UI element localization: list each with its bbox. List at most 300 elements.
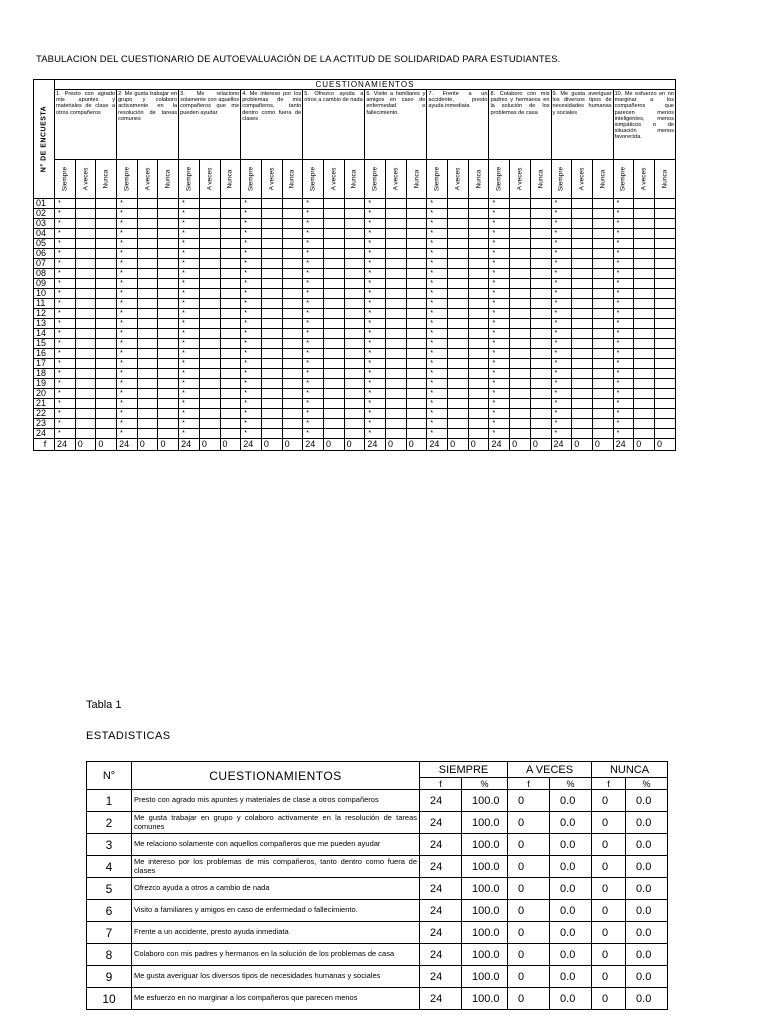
response-cell [468, 329, 489, 339]
response-cell [634, 359, 655, 369]
response-cell: * [55, 299, 76, 309]
response-cell: * [613, 289, 634, 299]
response-cell: * [551, 359, 572, 369]
stats-question-text: Me gusta trabajar en grupo y colaboro activamente en la resolución de tareas comunes [132, 812, 420, 834]
response-cell [137, 399, 158, 409]
table-row [87, 922, 668, 944]
response-cell: * [303, 199, 324, 209]
table-row [34, 309, 676, 319]
response-cell [530, 269, 551, 279]
response-cell [572, 349, 593, 359]
response-cell [137, 369, 158, 379]
stats-percentage: 0.0 [550, 900, 592, 922]
response-cell [282, 399, 303, 409]
response-cell [282, 289, 303, 299]
total-value: 24 [613, 439, 634, 451]
response-cell: * [303, 339, 324, 349]
response-cell [137, 379, 158, 389]
response-cell [448, 349, 469, 359]
table-row [87, 790, 668, 812]
response-cell: * [117, 249, 138, 259]
total-value: 0 [654, 439, 675, 451]
response-cell: * [303, 299, 324, 309]
response-cell: * [55, 419, 76, 429]
response-option-label: A veces [516, 167, 524, 191]
response-cell: * [427, 309, 448, 319]
response-cell [386, 219, 407, 229]
response-cell: * [427, 289, 448, 299]
response-cell [634, 259, 655, 269]
table-row [34, 289, 676, 299]
response-cell [220, 279, 241, 289]
response-cell: * [551, 419, 572, 429]
response-cell [386, 259, 407, 269]
response-cell: * [179, 279, 200, 289]
stats-frequency: 24 [420, 900, 462, 922]
response-option-header [323, 160, 344, 199]
response-cell: * [55, 369, 76, 379]
response-cell [220, 309, 241, 319]
response-cell [344, 309, 365, 319]
response-cell [75, 299, 96, 309]
question-header-4: 4. Me intereso por los problemas de mis compañeros, tanto dentro como fuera de clases [241, 90, 303, 160]
stats-percentage: 0.0 [626, 988, 668, 1010]
response-cell: * [241, 319, 262, 329]
response-cell: * [489, 239, 510, 249]
response-cell [468, 349, 489, 359]
table-row [34, 399, 676, 409]
response-cell [323, 399, 344, 409]
response-cell: * [613, 249, 634, 259]
response-cell [592, 339, 613, 349]
response-cell [386, 309, 407, 319]
stats-pct-header: % [462, 778, 508, 790]
table-row [34, 229, 676, 239]
total-value: 0 [158, 439, 179, 451]
stats-frequency: 0 [508, 812, 550, 834]
response-cell: * [365, 349, 386, 359]
response-cell: * [427, 219, 448, 229]
response-option-header [406, 160, 427, 199]
response-cell [654, 309, 675, 319]
response-cell [96, 249, 117, 259]
response-cell: * [55, 249, 76, 259]
response-cell [406, 259, 427, 269]
total-value: 24 [117, 439, 138, 451]
stats-percentage: 0.0 [550, 790, 592, 812]
survey-number: 13 [34, 319, 55, 329]
response-cell: * [117, 339, 138, 349]
survey-number: 14 [34, 329, 55, 339]
response-cell: * [427, 379, 448, 389]
survey-number-label: N° DE ENCUESTA [40, 105, 48, 173]
response-cell: * [613, 329, 634, 339]
response-cell [634, 199, 655, 209]
response-cell: * [241, 239, 262, 249]
response-cell: * [55, 399, 76, 409]
response-cell [386, 419, 407, 429]
response-cell: * [55, 389, 76, 399]
response-cell [530, 299, 551, 309]
response-cell [572, 369, 593, 379]
total-value: 24 [365, 439, 386, 451]
response-cell: * [489, 299, 510, 309]
response-cell [344, 369, 365, 379]
response-cell [406, 429, 427, 439]
response-cell [530, 249, 551, 259]
response-cell [199, 199, 220, 209]
response-cell: * [179, 329, 200, 339]
response-cell [386, 399, 407, 409]
total-value: 24 [489, 439, 510, 451]
response-cell [199, 419, 220, 429]
response-cell [468, 419, 489, 429]
response-cell [510, 349, 531, 359]
response-cell [220, 249, 241, 259]
survey-number: 19 [34, 379, 55, 389]
response-option-label: A veces [330, 167, 338, 191]
response-cell: * [489, 349, 510, 359]
response-cell: * [55, 379, 76, 389]
response-cell [137, 199, 158, 209]
total-value: 0 [572, 439, 593, 451]
response-cell [344, 389, 365, 399]
response-cell [448, 219, 469, 229]
response-cell: * [489, 229, 510, 239]
response-cell: * [55, 309, 76, 319]
response-cell [137, 319, 158, 329]
response-cell [448, 209, 469, 219]
response-cell [530, 369, 551, 379]
response-cell [220, 429, 241, 439]
response-cell [572, 429, 593, 439]
response-cell: * [179, 219, 200, 229]
response-cell [261, 279, 282, 289]
response-cell: * [241, 299, 262, 309]
response-cell [323, 199, 344, 209]
response-cell: * [241, 419, 262, 429]
response-cell: * [365, 339, 386, 349]
stats-row-number: 2 [87, 812, 132, 834]
total-value: 0 [592, 439, 613, 451]
response-cell: * [427, 239, 448, 249]
response-cell: * [489, 389, 510, 399]
response-cell [96, 359, 117, 369]
response-cell: * [117, 359, 138, 369]
response-cell [220, 399, 241, 409]
table-row [34, 349, 676, 359]
stats-frequency: 0 [592, 944, 626, 966]
response-cell [386, 289, 407, 299]
response-option-header [117, 160, 138, 199]
response-cell [386, 269, 407, 279]
stats-frequency: 0 [508, 988, 550, 1010]
survey-number: 02 [34, 209, 55, 219]
stats-percentage: 0.0 [626, 966, 668, 988]
response-cell: * [241, 359, 262, 369]
response-cell [386, 429, 407, 439]
response-cell [406, 219, 427, 229]
response-cell [158, 239, 179, 249]
response-cell: * [427, 259, 448, 269]
response-cell [592, 389, 613, 399]
response-cell [220, 219, 241, 229]
response-cell [75, 219, 96, 229]
response-cell [448, 329, 469, 339]
response-cell: * [303, 249, 324, 259]
response-cell [386, 229, 407, 239]
stats-percentage: 0.0 [550, 922, 592, 944]
response-cell: * [55, 429, 76, 439]
response-option-header [199, 160, 220, 199]
response-cell: * [179, 399, 200, 409]
response-cell [530, 289, 551, 299]
response-cell [96, 299, 117, 309]
response-cell [199, 219, 220, 229]
response-cell: * [427, 339, 448, 349]
total-value: 0 [344, 439, 365, 451]
response-cell: * [117, 329, 138, 339]
response-cell [158, 359, 179, 369]
response-cell [510, 249, 531, 259]
response-cell [199, 309, 220, 319]
response-cell [344, 409, 365, 419]
stats-percentage: 0.0 [550, 856, 592, 878]
response-cell: * [55, 349, 76, 359]
response-cell: * [365, 429, 386, 439]
stats-question-text: Colaboro con mis padres y hermanos en la solución de los problemas de casa [132, 944, 420, 966]
response-cell [530, 259, 551, 269]
response-cell: * [179, 369, 200, 379]
response-cell [448, 429, 469, 439]
response-cell [199, 209, 220, 219]
response-option-label: Siempre [247, 166, 255, 192]
stats-percentage: 100.0 [462, 988, 508, 1010]
stats-frequency: 0 [592, 966, 626, 988]
response-cell [406, 399, 427, 409]
response-cell [158, 369, 179, 379]
response-cell [592, 259, 613, 269]
response-cell: * [55, 259, 76, 269]
response-cell [137, 329, 158, 339]
response-cell [406, 409, 427, 419]
response-option-label: Nunca [475, 169, 483, 189]
response-cell: * [489, 339, 510, 349]
response-cell [220, 349, 241, 359]
response-cell [282, 299, 303, 309]
response-cell [634, 299, 655, 309]
response-cell [282, 389, 303, 399]
response-cell [323, 299, 344, 309]
table-caption: Tabla 1 [86, 699, 122, 711]
response-cell [261, 219, 282, 229]
response-cell [510, 229, 531, 239]
response-cell [96, 279, 117, 289]
response-cell [75, 389, 96, 399]
survey-number: 11 [34, 299, 55, 309]
response-cell [261, 379, 282, 389]
response-cell [468, 259, 489, 269]
table-row [34, 259, 676, 269]
response-cell [510, 299, 531, 309]
response-cell [592, 359, 613, 369]
response-cell [530, 359, 551, 369]
response-cell: * [55, 219, 76, 229]
response-cell [137, 299, 158, 309]
response-cell: * [303, 219, 324, 229]
response-cell [96, 259, 117, 269]
response-cell: * [303, 409, 324, 419]
response-cell [344, 209, 365, 219]
question-header-9: 9. Me gusta averiguar los diversos tipos de necesidades humanas y sociales [551, 90, 613, 160]
response-cell [468, 339, 489, 349]
response-cell [137, 209, 158, 219]
response-cell: * [427, 249, 448, 259]
stats-frequency: 0 [592, 856, 626, 878]
table-row [34, 249, 676, 259]
response-cell [572, 309, 593, 319]
response-cell [75, 359, 96, 369]
response-cell: * [613, 349, 634, 359]
response-cell [344, 399, 365, 409]
response-cell [386, 389, 407, 399]
response-cell [468, 239, 489, 249]
response-cell: * [117, 349, 138, 359]
response-cell [406, 199, 427, 209]
response-cell [634, 249, 655, 259]
response-cell: * [489, 289, 510, 299]
response-option-label: Nunca [599, 169, 607, 189]
response-cell [282, 259, 303, 269]
response-cell: * [551, 329, 572, 339]
stats-frequency: 0 [508, 878, 550, 900]
response-cell [634, 279, 655, 289]
response-cell [137, 349, 158, 359]
response-cell [220, 359, 241, 369]
response-cell: * [179, 239, 200, 249]
response-cell [448, 289, 469, 299]
response-cell [261, 359, 282, 369]
response-cell [386, 359, 407, 369]
response-cell [654, 339, 675, 349]
response-cell [199, 339, 220, 349]
response-cell [282, 419, 303, 429]
response-option-label: Siempre [61, 166, 69, 192]
response-cell [220, 209, 241, 219]
response-cell: * [55, 329, 76, 339]
total-value: 0 [530, 439, 551, 451]
total-value: 0 [468, 439, 489, 451]
table-row [87, 900, 668, 922]
response-cell [96, 239, 117, 249]
response-cell: * [55, 319, 76, 329]
response-cell: * [365, 249, 386, 259]
response-cell [75, 419, 96, 429]
response-cell [448, 299, 469, 309]
response-cell [592, 209, 613, 219]
response-cell [572, 219, 593, 229]
response-cell [75, 319, 96, 329]
response-cell [344, 249, 365, 259]
response-cell: * [489, 359, 510, 369]
response-cell: * [551, 429, 572, 439]
stats-percentage: 0.0 [626, 944, 668, 966]
response-cell: * [427, 209, 448, 219]
response-cell: * [489, 309, 510, 319]
response-cell [137, 239, 158, 249]
response-cell: * [117, 419, 138, 429]
response-cell [199, 359, 220, 369]
response-cell [634, 229, 655, 239]
response-cell [572, 409, 593, 419]
response-cell: * [241, 369, 262, 379]
response-cell [158, 329, 179, 339]
response-option-label: Siempre [557, 166, 565, 192]
stats-question-text: Me intereso por los problemas de mis compañeros, tanto dentro como fuera de clases [132, 856, 420, 878]
response-cell: * [303, 269, 324, 279]
response-cell: * [179, 299, 200, 309]
survey-number: 10 [34, 289, 55, 299]
stats-frequency: 24 [420, 944, 462, 966]
stats-question-text: Me relaciono solamente con aquellos compañeros que me pueden ayudar [132, 834, 420, 856]
table-row [34, 209, 676, 219]
response-cell [654, 279, 675, 289]
response-cell [261, 429, 282, 439]
response-cell: * [551, 229, 572, 239]
response-cell [510, 319, 531, 329]
response-cell [199, 269, 220, 279]
response-cell [448, 389, 469, 399]
response-cell [75, 249, 96, 259]
response-cell [634, 369, 655, 379]
response-cell [75, 309, 96, 319]
stats-question-text: Presto con agrado mis apuntes y materiales de clase a otros compañeros [132, 790, 420, 812]
response-cell: * [241, 339, 262, 349]
response-option-header [592, 160, 613, 199]
response-cell: * [117, 299, 138, 309]
response-cell [510, 369, 531, 379]
total-value: 0 [386, 439, 407, 451]
response-cell [220, 419, 241, 429]
response-cell [592, 289, 613, 299]
response-cell: * [427, 359, 448, 369]
response-cell [75, 349, 96, 359]
table-row [34, 279, 676, 289]
response-cell: * [365, 399, 386, 409]
survey-number: 24 [34, 429, 55, 439]
response-cell [406, 379, 427, 389]
response-option-label: A veces [640, 167, 648, 191]
response-cell [323, 429, 344, 439]
stats-frequency: 0 [592, 790, 626, 812]
response-cell [468, 249, 489, 259]
response-option-label: A veces [268, 167, 276, 191]
response-cell [220, 389, 241, 399]
response-option-label: Nunca [350, 169, 358, 189]
response-cell [220, 339, 241, 349]
table-row [34, 369, 676, 379]
response-cell [448, 199, 469, 209]
response-option-header [303, 160, 324, 199]
response-cell: * [613, 209, 634, 219]
response-cell: * [489, 419, 510, 429]
response-cell [323, 319, 344, 329]
response-cell [530, 309, 551, 319]
response-cell [510, 259, 531, 269]
response-cell [634, 209, 655, 219]
total-value: 0 [199, 439, 220, 451]
response-cell [344, 239, 365, 249]
